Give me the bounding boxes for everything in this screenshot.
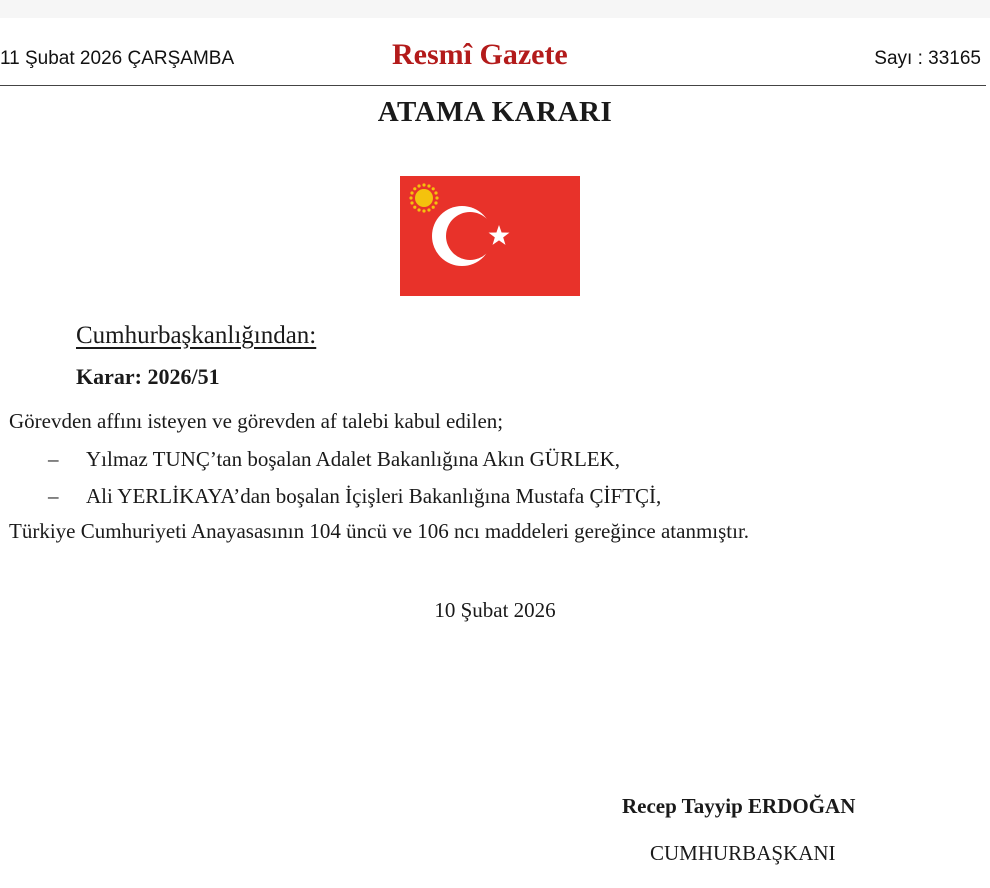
signatory-name: Recep Tayyip ERDOĞAN	[622, 794, 856, 818]
closing-text: Türkiye Cumhuriyeti Anayasasının 104 üncü ve 106 ncı maddeleri gereğince atanmıştır.	[9, 519, 750, 543]
turkish-flag-icon	[400, 176, 580, 296]
decision-title: ATAMA KARARI	[377, 96, 613, 128]
crescent-inner	[446, 212, 494, 260]
header-divider	[0, 85, 986, 86]
appointment-item	[48, 447, 620, 472]
intro-text: Görevden affını isteyen ve görevden af talebi kabul edilen;	[9, 409, 504, 433]
top-band	[0, 0, 990, 18]
gazette-title: Resmî Gazete	[392, 38, 568, 71]
appointment-text: Yılmaz TUNÇ’tan boşalan Adalet Bakanlığına Akın GÜRLEK,	[86, 447, 621, 471]
issue-number: Sayı : 33165	[874, 48, 981, 69]
signatory-title: CUMHURBAŞKANI	[650, 841, 836, 865]
appointment-item	[48, 484, 661, 509]
decision-number: Karar: 2026/51	[76, 364, 220, 389]
header-date: 11 Şubat 2026 ÇARŞAMBA	[0, 48, 235, 69]
list-dash: –	[48, 484, 59, 508]
decision-date: 10 Şubat 2026	[434, 598, 556, 622]
list-dash: –	[48, 447, 59, 471]
appointment-text: Ali YERLİKAYA’dan boşalan İçişleri Bakanlığına Mustafa ÇİFTÇİ,	[86, 484, 662, 508]
issuing-authority: Cumhurbaşkanlığından:	[76, 322, 317, 349]
